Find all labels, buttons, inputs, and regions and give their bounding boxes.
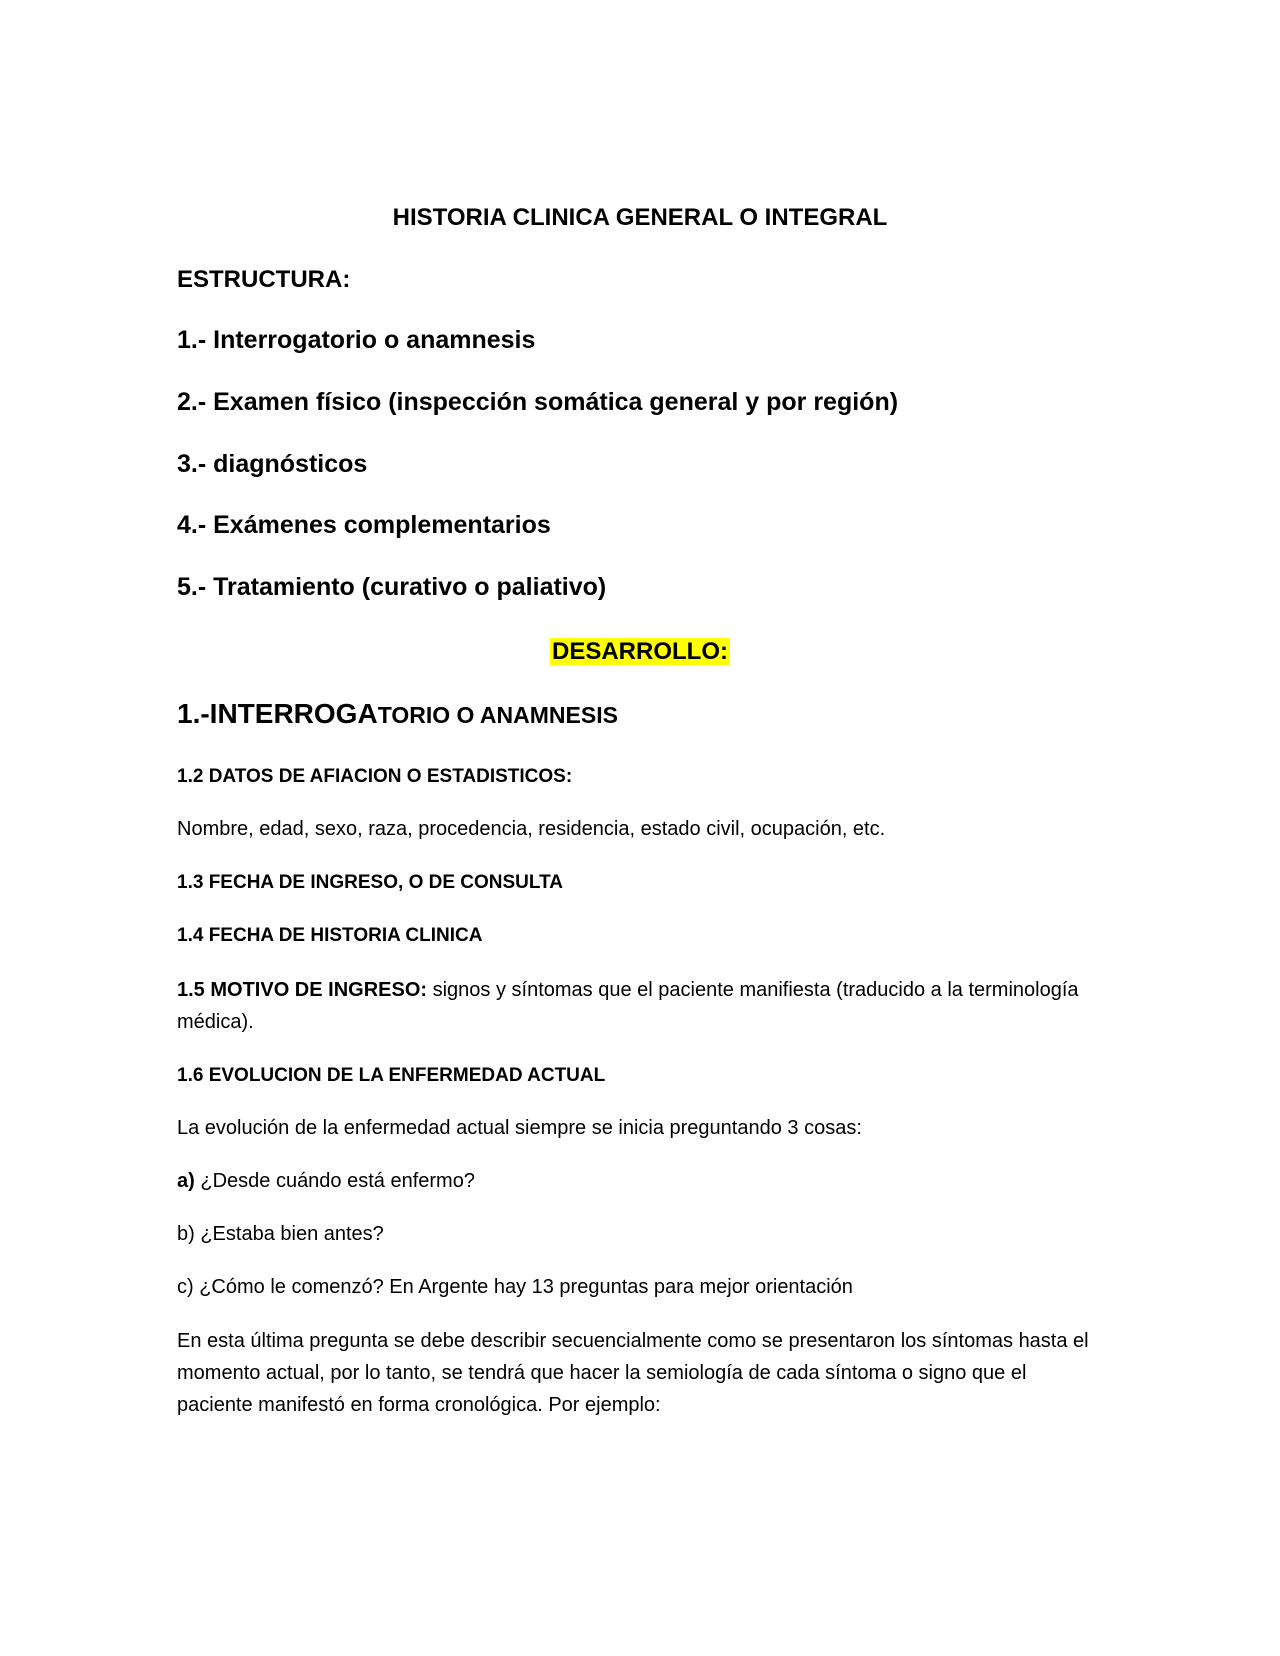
question-a-text: ¿Desde cuándo está enfermo? bbox=[194, 1170, 475, 1192]
final-paragraph: En esta última pregunta se debe describir secuencialmente como se presentaron los síntomas hasta el momento actual, por lo tanto, se tendrá que hacer la semiología de cada síntoma o signo que el paciente manifestó en forma cronológica. Por ejemplo: bbox=[177, 1330, 1089, 1416]
question-c: c) ¿Cómo le comenzó? En Argente hay 13 preguntas para mejor orientación bbox=[177, 1276, 853, 1298]
structure-item-2: 2.- Examen físico (inspección somática general y por región) bbox=[177, 388, 899, 416]
desarrollo-heading-row bbox=[0, 638, 1280, 666]
structure-item-3: 3.- diagnósticos bbox=[177, 450, 368, 478]
question-a bbox=[177, 1170, 475, 1193]
subheading-1-4: 1.4 FECHA DE HISTORIA CLINICA bbox=[177, 925, 483, 946]
section-1-heading-small: TORIO O ANAMNESIS bbox=[377, 702, 618, 728]
estructura-label: ESTRUCTURA: bbox=[177, 266, 351, 293]
question-a-label: a) bbox=[177, 1170, 195, 1192]
datos-text: Nombre, edad, sexo, raza, procedencia, residencia, estado civil, ocupación, etc. bbox=[177, 818, 886, 840]
subheading-1-2: 1.2 DATOS DE AFIACION O ESTADISTICOS: bbox=[177, 766, 573, 787]
motivo-label: 1.5 MOTIVO DE INGRESO: bbox=[177, 979, 428, 1001]
subheading-1-3: 1.3 FECHA DE INGRESO, O DE CONSULTA bbox=[177, 872, 564, 893]
section-1-heading bbox=[177, 698, 618, 730]
structure-item-1: 1.- Interrogatorio o anamnesis bbox=[177, 326, 536, 354]
motivo-text: signos y síntomas que el paciente manifiesta (traducido a la terminología médica). bbox=[177, 979, 1079, 1033]
evolucion-intro: La evolución de la enfermedad actual siempre se inicia preguntando 3 cosas: bbox=[177, 1117, 862, 1139]
question-b: b) ¿Estaba bien antes? bbox=[177, 1223, 384, 1245]
section-1-heading-big: 1.-INTERROGA bbox=[177, 698, 378, 729]
motivo-paragraph bbox=[177, 974, 1097, 1038]
document-title: HISTORIA CLINICA GENERAL O INTEGRAL bbox=[392, 204, 888, 231]
structure-item-4: 4.- Exámenes complementarios bbox=[177, 511, 551, 539]
desarrollo-heading: DESARROLLO: bbox=[552, 638, 728, 665]
subheading-1-6: 1.6 EVOLUCION DE LA ENFERMEDAD ACTUAL bbox=[177, 1065, 606, 1086]
structure-item-5: 5.- Tratamiento (curativo o paliativo) bbox=[177, 573, 607, 601]
